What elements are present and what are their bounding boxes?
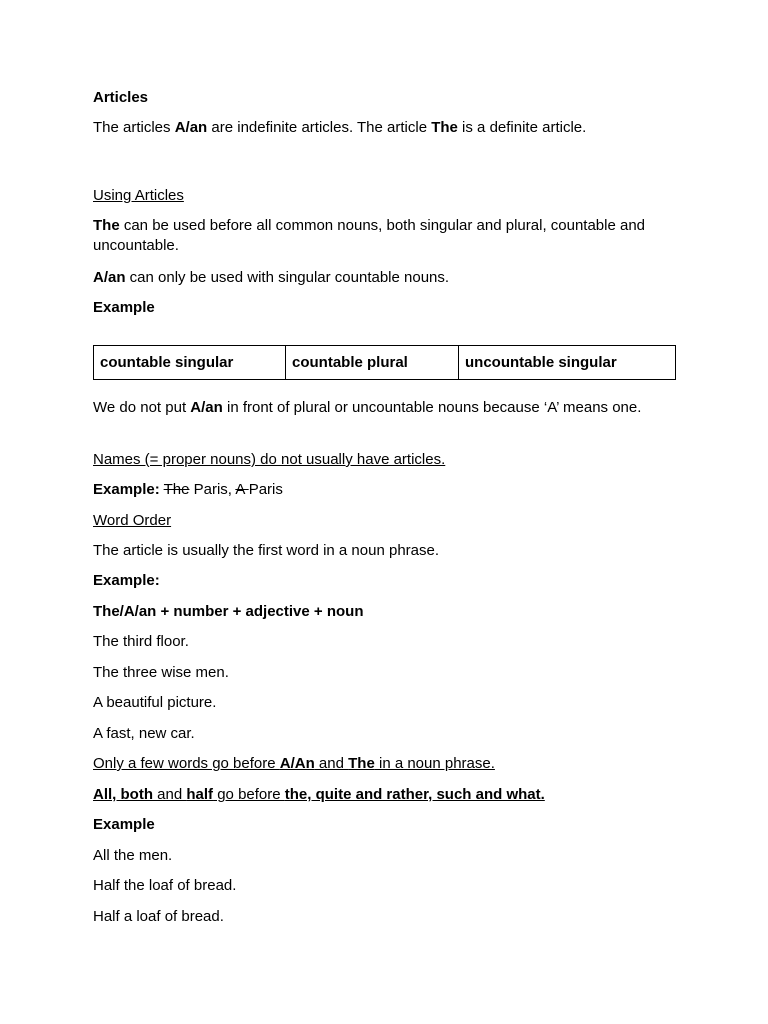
page-title: Articles (93, 89, 149, 106)
proper-nouns-note: Names (= proper nouns) do not usually have articles. (93, 451, 446, 468)
intro-paragraph: The articles A/an are indefinite articles. The article The is a definite article. (93, 119, 587, 136)
list-item: Half a loaf of bread. (93, 908, 224, 925)
proper-nouns-example: Example: The Paris, A Paris (93, 481, 283, 498)
word-order-heading: Word Order (93, 512, 172, 529)
list-item: All the men. (93, 847, 173, 864)
noun-type-table (93, 345, 676, 380)
list-item: Half the loaf of bread. (93, 877, 237, 894)
list-item: The three wise men. (93, 664, 229, 681)
the-usage-paragraph: The can be used before all common nouns, both singular and plural, countable and uncountable. (93, 217, 646, 254)
plural-note-paragraph: We do not put A/an in front of plural or uncountable nouns because ‘A’ means one. (93, 399, 642, 416)
list-item: A beautiful picture. (93, 694, 217, 711)
example-label: Example (93, 816, 155, 833)
using-articles-heading: Using Articles (93, 187, 184, 204)
word-order-paragraph: The article is usually the first word in a noun phrase. (93, 542, 440, 559)
table-cell: uncountable singular (459, 346, 676, 380)
few-words-note: Only a few words go before A/An and The in a noun phrase. (93, 755, 495, 772)
example-label: Example: (93, 572, 160, 589)
list-item: A fast, new car. (93, 725, 195, 742)
list-item: The third floor. (93, 633, 189, 650)
article-formula: The/A/an + number + adjective + noun (93, 603, 364, 620)
all-both-half-note: All, both and half go before the, quite and rather, such and what. (93, 786, 545, 803)
table-row (94, 346, 676, 380)
example-label: Example (93, 299, 155, 316)
table-cell: countable singular (94, 346, 286, 380)
an-usage-paragraph: A/an can only be used with singular countable nouns. (93, 269, 450, 286)
table-cell: countable plural (286, 346, 459, 380)
